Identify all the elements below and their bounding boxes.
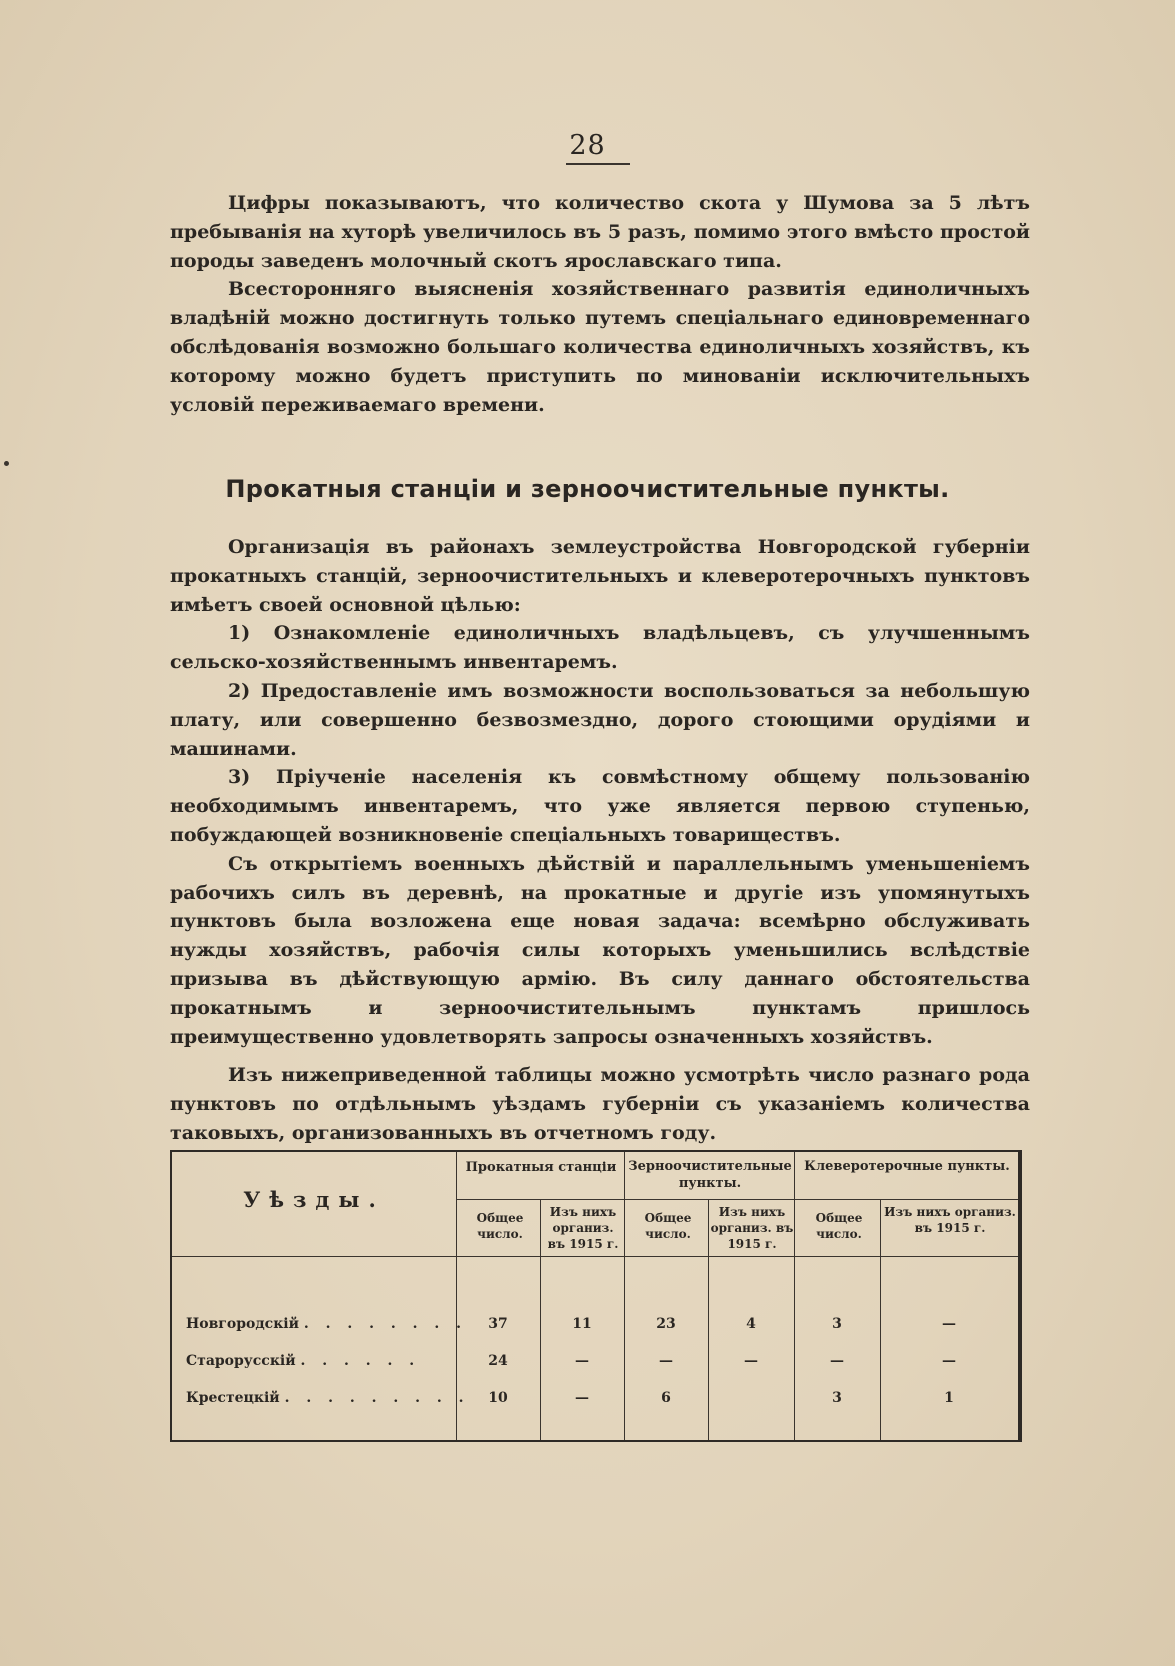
table-intro-paragraph: Изъ нижеприведенной таблицы можно усмотрѣть число разнаго рода пунктовъ по отдѣльнымъ уѣздамъ губерніи съ указаніемъ количества таковыхъ, организованныхъ въ отчетномъ году. [170, 1064, 1030, 1144]
table-cell: 24 [488, 1353, 508, 1369]
table-cell: — [575, 1390, 589, 1406]
clover-threshing-header: Клеверотерочные пункты. [804, 1159, 1010, 1174]
table-row-name [186, 1353, 476, 1369]
districts-column-header: Уѣзды. [243, 1187, 385, 1212]
dot-leader: . . . . . . [300, 1353, 421, 1369]
body-paragraph: Съ открытіемъ военныхъ дѣйствій и параллельнымъ уменьшеніемъ рабочихъ силъ въ деревнѣ, на прокатные и другіе изъ упомянутыхъ пунктовъ была возложена еще новая задача: всемѣрно обслуживать нужды хозяйствъ, рабочія силы которыхъ уменьшились вслѣдствіе призыва въ дѣйствующую армію. Въ силу даннаго обстоятельства прокатнымъ и зерноочистительнымъ пунктамъ пришлось преимущественно удовлетворять запросы означенныхъ хозяйствъ. [170, 852, 1030, 1048]
table-cell: — [942, 1316, 956, 1332]
table-divider [456, 1199, 1018, 1200]
table-cell: — [575, 1353, 589, 1369]
table-intro [170, 1061, 1030, 1147]
dot-leader: . . . . . . . . . [284, 1390, 470, 1406]
list-item-2: 2) Предоставленіе имъ возможности воспользоваться за небольшую плату, или совершенно безвозмездно, дорого стоющими орудіями и машинами. [170, 679, 1030, 760]
table-cell: 11 [572, 1316, 592, 1332]
district-name: Крестецкій [186, 1390, 280, 1406]
intro-paragraph: Цифры показываютъ, что количество скота у Шумова за 5 лѣтъ пребыванія на хуторѣ увеличилось въ 5 разъ, помимо этого вмѣсто простой породы заведенъ молочный скотъ ярославскаго типа. [170, 192, 1030, 272]
table-divider [172, 1256, 1018, 1257]
page-number: 28 [569, 130, 606, 161]
page-number-rule [566, 163, 630, 165]
grain-cleaning-header: Зерноочистительные пункты. [628, 1159, 792, 1191]
table-cell: 37 [488, 1316, 508, 1332]
district-name: Новгородскій [186, 1316, 300, 1332]
table-cell: — [744, 1353, 758, 1369]
section-body [170, 533, 1030, 1051]
dot-leader: . . . . . . . . [303, 1316, 468, 1332]
organized-1915-header: Изъ нихъ организ. въ 1915 г. [547, 1205, 619, 1251]
table-cell: — [659, 1353, 673, 1369]
list-item-1: 1) Ознакомленіе единоличныхъ владѣльцевъ, съ улучшеннымъ сельско-хозяйственнымъ инвентаремъ. [170, 622, 1030, 674]
organized-1915-header: Изъ нихъ организ. въ 1915 г. [884, 1205, 1016, 1235]
page-mark [4, 461, 9, 466]
table-cell: — [942, 1353, 956, 1369]
districts-table [170, 1150, 1022, 1442]
list-item-3: 3) Пріученіе населенія къ совмѣстному общему пользованію необходимымъ инвентаремъ, что уже является первою ступенью, побуждающей возникновеніе спеціальныхъ товариществъ. [170, 766, 1030, 846]
intro-paragraph: Всесторонняго выясненія хозяйственнаго развитія единоличныхъ владѣній можно достигнуть только путемъ спеціальнаго единовременнаго обслѣдованія возможно большаго количества единоличныхъ хозяйствъ, къ которому можно будетъ приступить по минованіи исключительныхъ условій переживаемаго времени. [170, 278, 1030, 416]
section-heading: Прокатныя станціи и зерноочистительные пункты. [225, 475, 950, 503]
table-cell: 3 [832, 1390, 842, 1406]
organized-1915-header: Изъ нихъ организ. въ 1915 г. [710, 1205, 794, 1251]
table-row-name [186, 1316, 476, 1332]
table-cell: 1 [944, 1390, 954, 1406]
table-cell: 6 [661, 1390, 671, 1406]
table-cell: 4 [746, 1316, 756, 1332]
total-count-header: Общее число. [644, 1211, 692, 1241]
table-row-name [186, 1390, 476, 1406]
table-cell: 23 [656, 1316, 676, 1332]
rental-stations-header: Прокатныя станціи [465, 1160, 617, 1175]
district-name: Старорусскій [186, 1353, 296, 1369]
intro-text [170, 189, 1030, 419]
table-cell: — [830, 1353, 844, 1369]
body-paragraph: Организація въ районахъ землеустройства Новгородской губерніи прокатныхъ станцій, зерноочистительныхъ и клеверотерочныхъ пунктовъ имѣетъ своей основной цѣлью: [170, 536, 1030, 616]
table-cell: 10 [488, 1390, 508, 1406]
table-cell: 3 [832, 1316, 842, 1332]
total-count-header: Общее число. [476, 1211, 524, 1241]
total-count-header: Общее число. [815, 1211, 863, 1241]
